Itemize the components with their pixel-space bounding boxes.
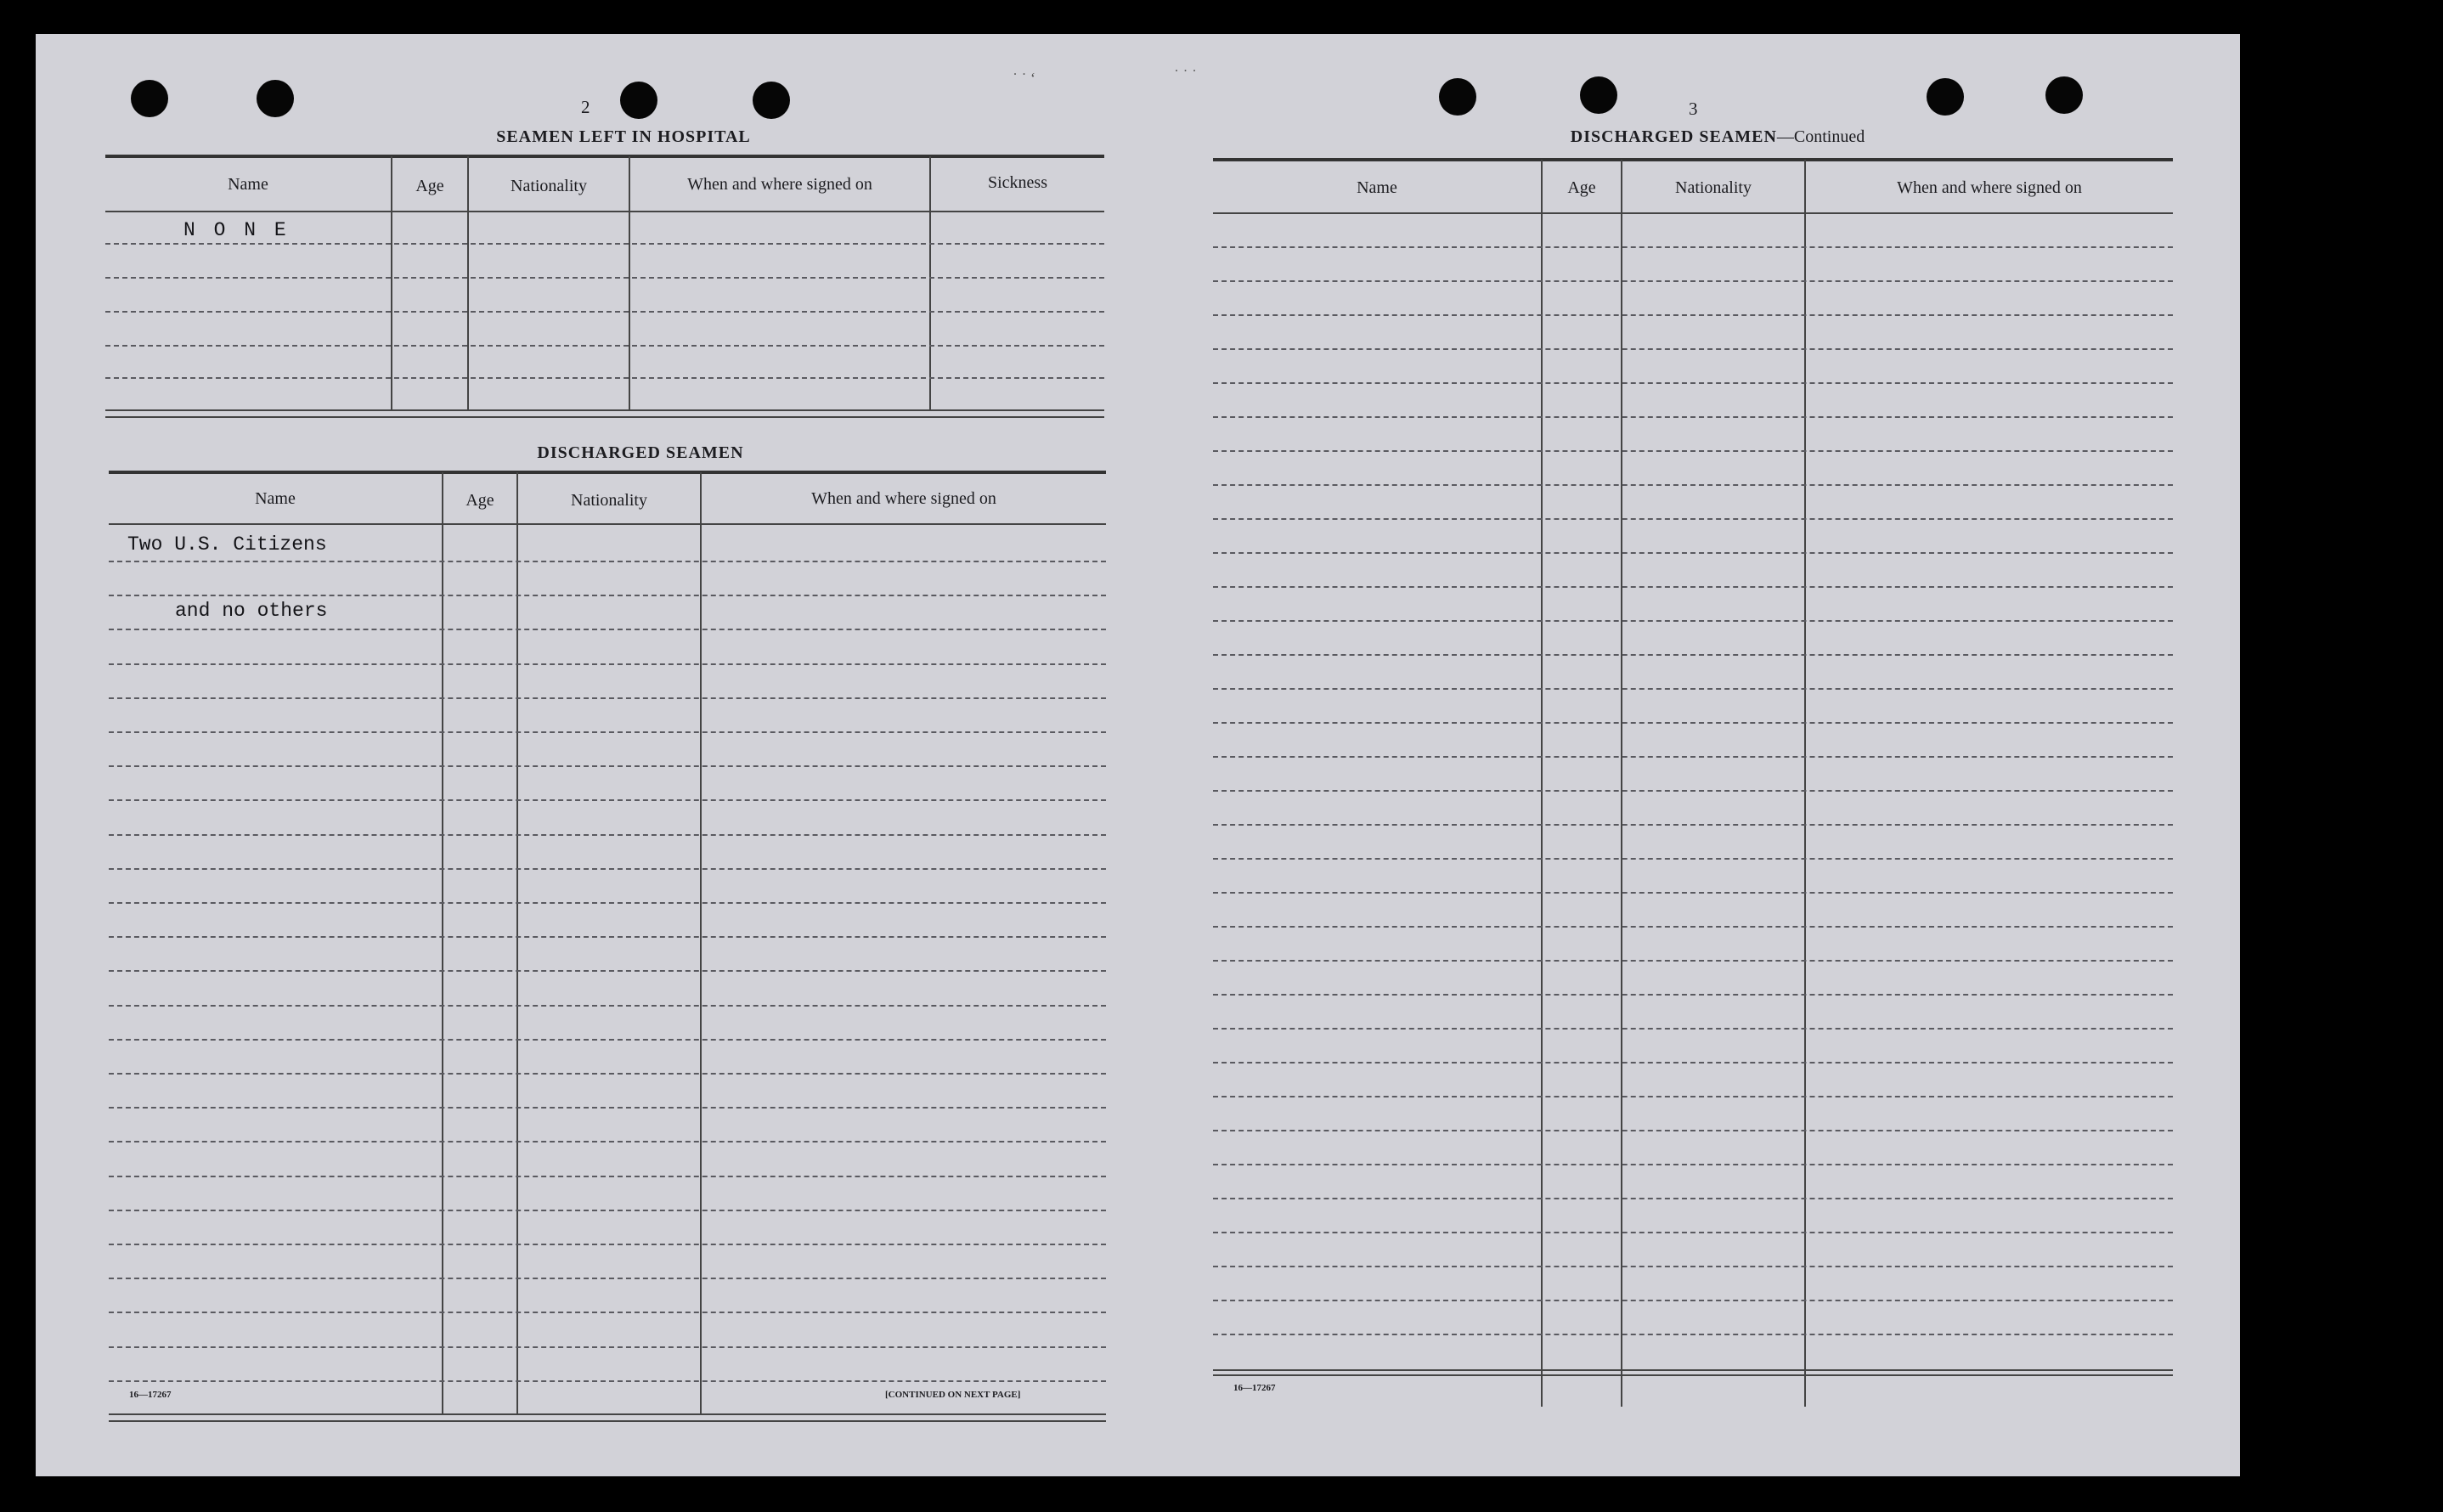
row-rule: [109, 868, 1106, 870]
punch-hole: [2045, 76, 2083, 114]
row-rule: [1213, 416, 2173, 418]
row-rule: [1213, 790, 2173, 792]
punch-hole: [1927, 78, 1964, 116]
row-rule: [1213, 654, 2173, 656]
row-rule: [109, 1141, 1106, 1142]
row-rule: [109, 1380, 1106, 1382]
row-rule: [1213, 1232, 2173, 1233]
row-rule: [1213, 994, 2173, 996]
column-divider: [1804, 160, 1806, 1407]
row-rule: [109, 902, 1106, 904]
table-bottom-rule: [109, 1413, 1106, 1415]
row-rule: [109, 1039, 1106, 1041]
row-rule: [1213, 1130, 2173, 1131]
row-rule: [109, 731, 1106, 733]
column-divider: [467, 156, 469, 409]
column-divider: [929, 156, 931, 409]
column-divider: [516, 472, 518, 1415]
punch-hole: [257, 80, 294, 117]
row-rule: [109, 561, 1106, 562]
table-top-rule: [109, 471, 1106, 474]
row-rule: [105, 277, 1104, 279]
document-sheet: [36, 34, 2240, 1476]
row-rule: [109, 1244, 1106, 1245]
table-bottom-rule: [105, 416, 1104, 418]
row-rule: [109, 1278, 1106, 1279]
row-rule: [1213, 892, 2173, 894]
hospital-section-title: SEAMEN LEFT IN HOSPITAL: [496, 127, 751, 146]
table-top-rule: [105, 155, 1104, 158]
discharged-entry: and no others: [175, 600, 328, 622]
column-divider: [1541, 160, 1543, 1407]
row-rule: [1213, 722, 2173, 724]
table-top-rule: [1213, 158, 2173, 161]
hospital-entry: N O N E: [183, 219, 290, 241]
row-rule: [109, 970, 1106, 972]
row-rule: [109, 1210, 1106, 1211]
row-rule: [1213, 1198, 2173, 1199]
row-rule: [109, 697, 1106, 699]
table-header-rule: [1213, 212, 2173, 214]
row-rule: [1213, 1062, 2173, 1063]
row-rule: [1213, 1028, 2173, 1030]
page-number: 2: [581, 97, 590, 117]
table-header-rule: [105, 211, 1104, 212]
discharged-col-nationality: Nationality: [571, 491, 647, 510]
row-rule: [105, 345, 1104, 347]
row-rule: [1213, 450, 2173, 452]
row-rule: [109, 1176, 1106, 1177]
discharged-col-age: Age: [465, 491, 494, 510]
title-suffix: —Continued: [1776, 127, 1865, 146]
table-header-rule: [109, 523, 1106, 525]
row-rule: [1213, 926, 2173, 928]
continued-col-nationality: Nationality: [1675, 178, 1752, 197]
table-bottom-rule: [1213, 1374, 2173, 1376]
row-rule: [1213, 756, 2173, 758]
row-rule: [1213, 1266, 2173, 1267]
row-rule: [1213, 1096, 2173, 1097]
punch-hole: [131, 80, 168, 117]
punch-hole: [1439, 78, 1476, 116]
row-rule: [1213, 1164, 2173, 1165]
discharged-entry: Two U.S. Citizens: [127, 533, 327, 556]
column-divider: [700, 472, 702, 1415]
row-rule: [109, 1073, 1106, 1075]
punch-hole: [753, 82, 790, 119]
continued-note: [CONTINUED ON NEXT PAGE]: [885, 1390, 1021, 1400]
row-rule: [109, 936, 1106, 938]
row-rule: [1213, 484, 2173, 486]
hospital-col-name: Name: [228, 175, 268, 194]
column-divider: [442, 472, 443, 1415]
row-rule: [1213, 280, 2173, 282]
row-rule: [1213, 858, 2173, 860]
title-main: DISCHARGED SEAMEN: [1570, 127, 1777, 146]
page-number: 3: [1689, 99, 1698, 119]
continued-col-signed-on: When and where signed on: [1897, 178, 2082, 197]
row-rule: [109, 765, 1106, 767]
row-rule: [109, 1107, 1106, 1109]
column-divider: [629, 156, 630, 409]
hospital-col-sickness: Sickness: [988, 173, 1047, 192]
row-rule: [109, 663, 1106, 665]
row-rule: [109, 799, 1106, 801]
row-rule: [109, 1346, 1106, 1348]
form-number: 16—17267: [129, 1390, 172, 1400]
table-bottom-rule: [105, 409, 1104, 411]
row-rule: [105, 243, 1104, 245]
row-rule: [105, 377, 1104, 379]
row-rule: [1213, 314, 2173, 316]
punch-hole: [1580, 76, 1617, 114]
row-rule: [1213, 824, 2173, 826]
hospital-col-signed-on: When and where signed on: [687, 175, 872, 194]
row-rule: [1213, 382, 2173, 384]
row-rule: [109, 1312, 1106, 1313]
row-rule: [1213, 1334, 2173, 1335]
row-rule: [109, 1005, 1106, 1007]
row-rule: [1213, 348, 2173, 350]
row-rule: [105, 311, 1104, 313]
row-rule: [1213, 586, 2173, 588]
form-number: 16—17267: [1233, 1383, 1276, 1393]
ink-speck: ˙ ˙ ˙: [1174, 66, 1197, 83]
continued-col-age: Age: [1567, 178, 1596, 197]
hospital-col-nationality: Nationality: [511, 177, 587, 195]
row-rule: [1213, 518, 2173, 520]
row-rule: [1213, 960, 2173, 962]
row-rule: [1213, 552, 2173, 554]
table-bottom-rule: [1213, 1369, 2173, 1371]
column-divider: [1621, 160, 1622, 1407]
discharged-section-title: DISCHARGED SEAMEN: [537, 443, 744, 462]
column-divider: [391, 156, 392, 409]
row-rule: [1213, 1300, 2173, 1301]
table-bottom-rule: [109, 1420, 1106, 1422]
row-rule: [1213, 620, 2173, 622]
punch-hole: [620, 82, 657, 119]
discharged-continued-title: [1293, 127, 2142, 147]
hospital-col-age: Age: [415, 177, 444, 195]
row-rule: [109, 834, 1106, 836]
discharged-col-signed-on: When and where signed on: [811, 489, 996, 508]
continued-col-name: Name: [1357, 178, 1397, 197]
row-rule: [1213, 688, 2173, 690]
row-rule: [1213, 246, 2173, 248]
ink-speck: ˙ ˙ ʻ: [1013, 70, 1035, 87]
row-rule: [109, 629, 1106, 630]
discharged-col-name: Name: [255, 489, 296, 508]
row-rule: [109, 595, 1106, 596]
